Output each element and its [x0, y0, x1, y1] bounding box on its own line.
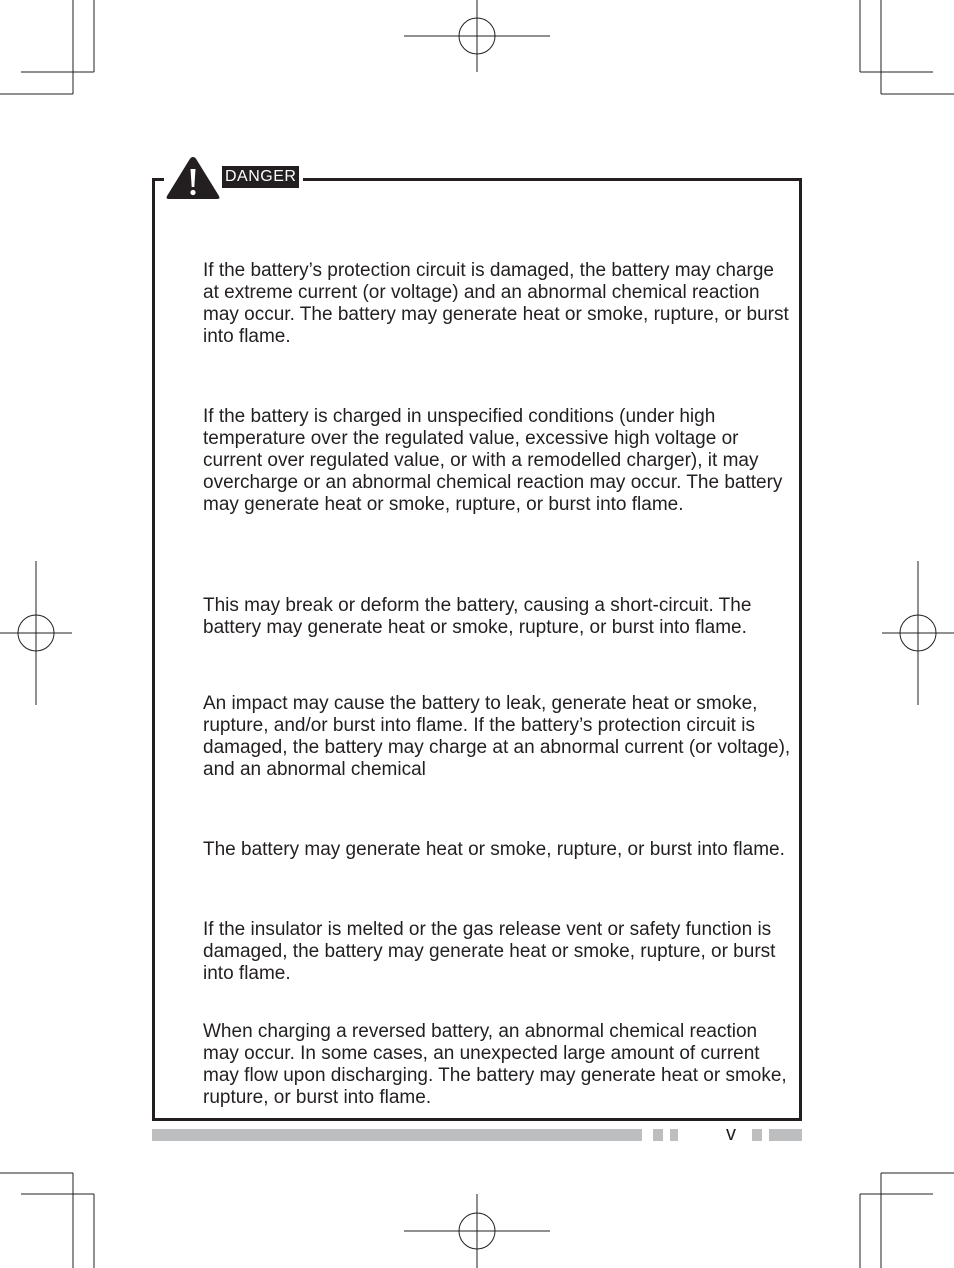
- footer-block: [653, 1129, 663, 1141]
- danger-paragraph-4: An impact may cause the battery to leak, generate heat or smoke, rupture, and/or burst into flame. If the battery’s protection circuit is damaged, the battery may charge at an abnormal current (or voltage), and an abnormal chemical: [203, 693, 791, 780]
- footer-block: [670, 1129, 678, 1141]
- page-number: v: [726, 1123, 736, 1145]
- footer-bar: [152, 1129, 642, 1141]
- warning-triangle-icon: [164, 155, 222, 201]
- danger-paragraph-6: If the insulator is melted or the gas release vent or safety function is damaged, the battery may generate heat or smoke, rupture, or burst into flame.: [203, 919, 776, 984]
- danger-paragraph-2: If the battery is charged in unspecified conditions (under high temperature over the regulated value, excessive high voltage or current over regulated value, or with a remodelled charger), it may overcharge or an abnormal chemical reaction may occur. The battery may generate heat or smoke, rupture, or burst into flame.: [203, 406, 783, 515]
- danger-paragraph-5: The battery may generate heat or smoke, rupture, or burst into flame.: [203, 839, 785, 860]
- footer-bar-right: [769, 1129, 802, 1141]
- danger-paragraph-7: When charging a reversed battery, an abnormal chemical reaction may occur. In some cases, an unexpected large amount of current may flow upon discharging. The battery may generate heat or smoke, rupture, or burst into flame.: [203, 1021, 787, 1108]
- danger-paragraph-3: This may break or deform the battery, causing a short-circuit. The battery may generate heat or smoke, rupture, or burst into flame.: [203, 595, 752, 638]
- danger-paragraph-1: If the battery’s protection circuit is damaged, the battery may charge at extreme current (or voltage) and an abnormal chemical reaction may occur. The battery may generate heat or smoke, rupture, or burst into flame.: [203, 260, 789, 347]
- danger-header: [164, 154, 303, 202]
- danger-label: DANGER: [222, 166, 299, 188]
- footer-block: [752, 1129, 762, 1141]
